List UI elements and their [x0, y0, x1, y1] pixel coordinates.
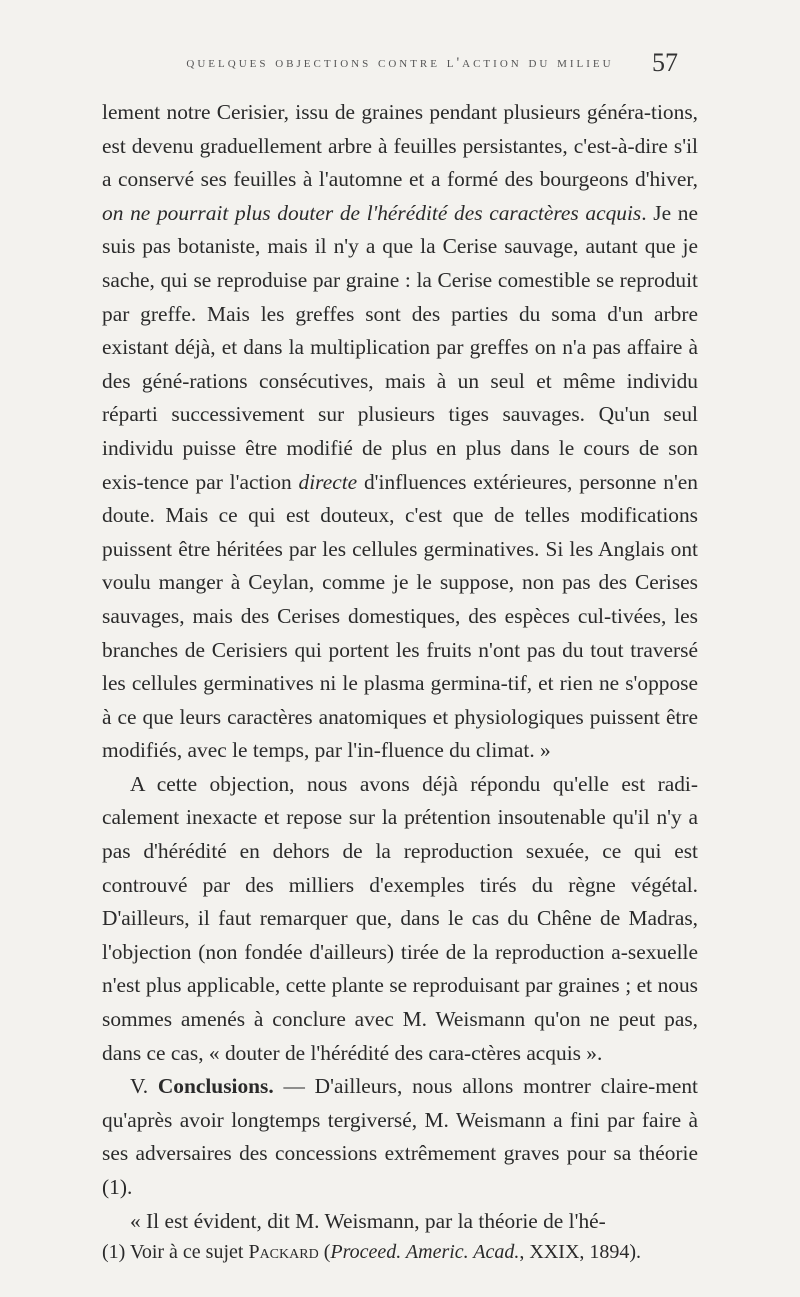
paragraph-1-text-a: lement notre Cerisier, issu de graines pendant plusieurs généra-tions, est devenu graduellement arbre à feuilles persistantes, c'est-à-dire s'il a conservé ses feuilles à l'automne et a formé des bourgeons d'hiver,	[102, 100, 698, 192]
page-number: 57	[652, 48, 678, 77]
paragraph-1-text-b: . Je ne suis pas botaniste, mais il n'y a que la Cerise sauvage, autant que je sache, qui se reproduise par graine : la Cerise comestible se reproduit par greffe. Mais les greffes sont des parties du soma d'un arbre existant déjà, et dans la multiplication par greffes on n'a pas affaire à des géné-rations consécutives, mais à un seul et même individu réparti successivement sur plusieurs tiges sauvages. Qu'un seul individu puisse être modifié de plus en plus dans le cours de son exis-tence par l'action	[102, 200, 698, 494]
section-number: V.	[130, 1074, 158, 1099]
footnote-marker: (1)	[102, 1241, 126, 1263]
paragraph-4: « Il est évident, dit M. Weismann, par la théorie de l'hé-	[130, 1208, 606, 1233]
footnote-author: Packard	[248, 1241, 319, 1263]
footnote	[102, 1238, 698, 1266]
paragraph-2: A cette objection, nous avons déjà répondu qu'elle est radi-calement inexacte et repose sur la prétention insoutenable qu'il n'y a pas d'hérédité en dehors de la reproduction sexuée, ce qui est controuvé par des milliers d'exemples tirés du règne végétal. D'ailleurs, il faut remarquer que, dans le cas du Chêne de Madras, l'objection (non fondée d'ailleurs) tirée de la reproduction a-sexuelle n'est plus applicable, cette plante se reproduisant par graines ; et nous sommes amenés à conclure avec M. Weismann qu'on ne peut pas, dans ce cas, « douter de l'hérédité des cara-ctères acquis ».	[102, 771, 698, 1065]
footnote-text-a: Voir à ce sujet	[125, 1241, 249, 1263]
paragraph-3-text: — D'ailleurs, nous allons montrer claire-ment qu'après avoir longtemps tergiversé, M. Weismann a fini par faire à ses adversaires des concessions extrêmement graves pour sa théorie (1).	[102, 1074, 698, 1199]
paragraph-1-italic-a: on ne pourrait plus douter de l'hérédité des caractères acquis	[102, 200, 642, 225]
footnote-journal: Proceed. Americ. Acad.	[330, 1241, 520, 1263]
paragraph-3	[102, 1070, 698, 1204]
paragraph-1	[102, 96, 698, 768]
paragraph-1-italic-b: directe	[298, 469, 358, 494]
footnote-text-b: (	[318, 1241, 331, 1263]
running-header: quelques objections contre l'action du milieu	[186, 55, 614, 71]
paragraph-1-text-c: d'influences extérieures, personne n'en doute. Mais ce qui est douteux, c'est que de telles modifications puissent être héritées par les cellules germinatives. Si les Anglais ont voulu manger à Ceylan, comme je le suppose, non pas des Cerises sauvages, mais des Cerises domestiques, des espèces cul-tivées, les branches de Cerisiers qui portent les fruits n'ont pas du tout traversé les cellules germinatives ni le plasma germina-tif, et rien ne s'oppose à ce que leurs caractères anatomiques et physiologiques puissent être modifiés, avec le temps, par l'in-fluence du climat. »	[102, 469, 698, 763]
section-title: Conclusions.	[157, 1074, 274, 1099]
main-text	[102, 96, 698, 1238]
footnote-text-c: , XXIX, 1894).	[519, 1241, 642, 1263]
